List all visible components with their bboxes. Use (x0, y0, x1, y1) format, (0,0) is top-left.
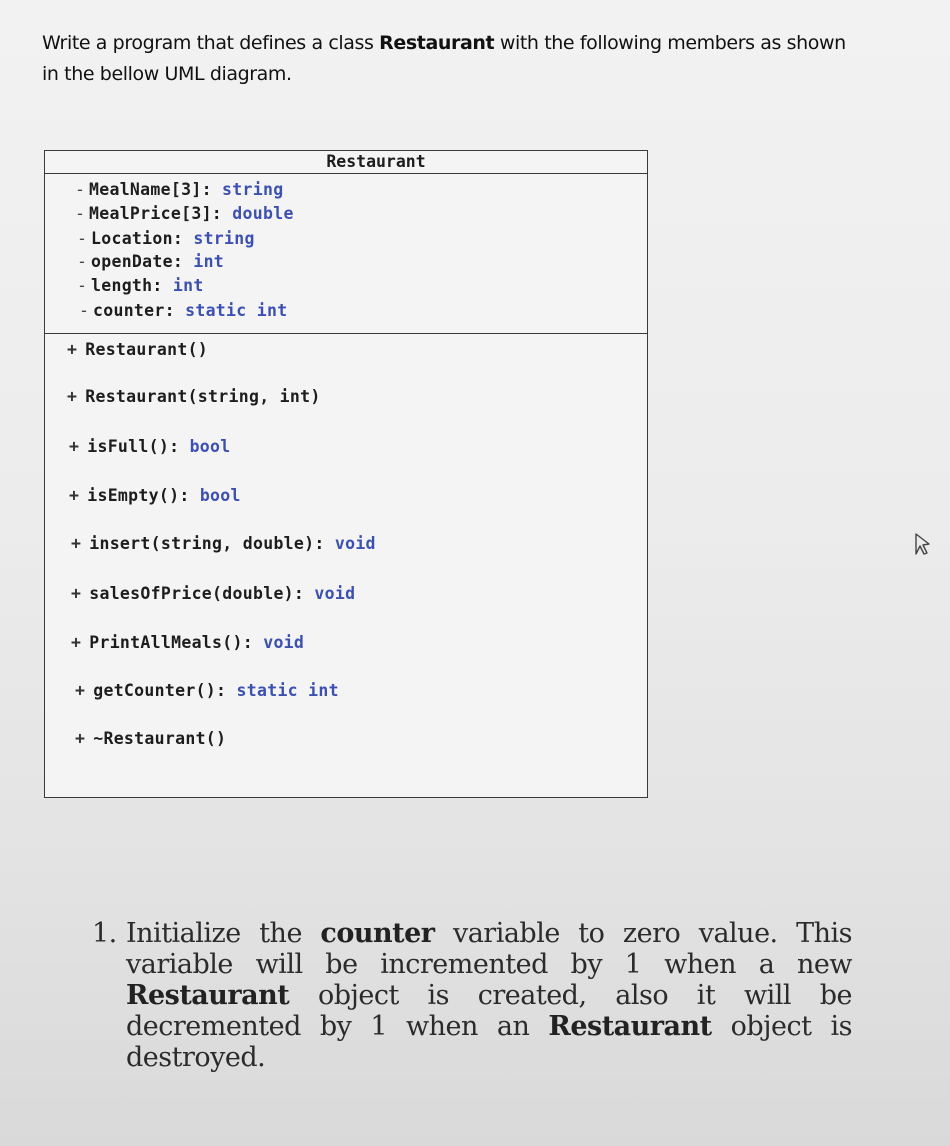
question-text: Initialize the counter variable to zero value. This variable will be incremented by 1 when a new Restaurant object is created, also it will be decremented by 1 when an Restaurant object is destroyed. (126, 918, 852, 1073)
attribute-row: - Location: string (77, 229, 255, 248)
intro-class-name: Restaurant (379, 32, 495, 54)
method-row: + getCounter(): static int (75, 681, 339, 700)
keyword-counter: counter (320, 918, 435, 949)
keyword-restaurant: Restaurant (126, 980, 290, 1011)
uml-class-diagram (44, 150, 648, 798)
method-row: + PrintAllMeals(): void (71, 633, 305, 652)
method-row: + isEmpty(): bool (69, 486, 241, 505)
attribute-row: - counter: static int (79, 301, 288, 320)
method-row: + insert(string, double): void (71, 534, 376, 553)
attribute-row: - MealName[3]: string (75, 180, 284, 199)
method-row: + salesOfPrice(double): void (71, 584, 356, 603)
intro-part2: with the following members as shown in the bellow UML diagram. (42, 32, 846, 85)
attribute-row: - MealPrice[3]: double (75, 204, 294, 223)
question-number: 1. (92, 918, 117, 949)
method-row: + Restaurant(string, int) (67, 387, 321, 406)
question-item-1 (92, 918, 852, 1073)
uml-methods (45, 334, 647, 796)
attribute-row: - length: int (77, 276, 204, 295)
uml-attributes (45, 174, 647, 334)
method-row: + ~Restaurant() (75, 729, 227, 748)
keyword-restaurant: Restaurant (548, 1011, 712, 1042)
method-row: + isFull(): bool (69, 437, 231, 456)
attribute-row: - openDate: int (77, 252, 225, 271)
pointer-cursor-icon (913, 530, 933, 556)
intro-text (42, 28, 862, 90)
method-row: + Restaurant() (67, 340, 209, 359)
intro-part1: Write a program that defines a class (42, 32, 380, 54)
uml-class-title: Restaurant (45, 151, 647, 174)
